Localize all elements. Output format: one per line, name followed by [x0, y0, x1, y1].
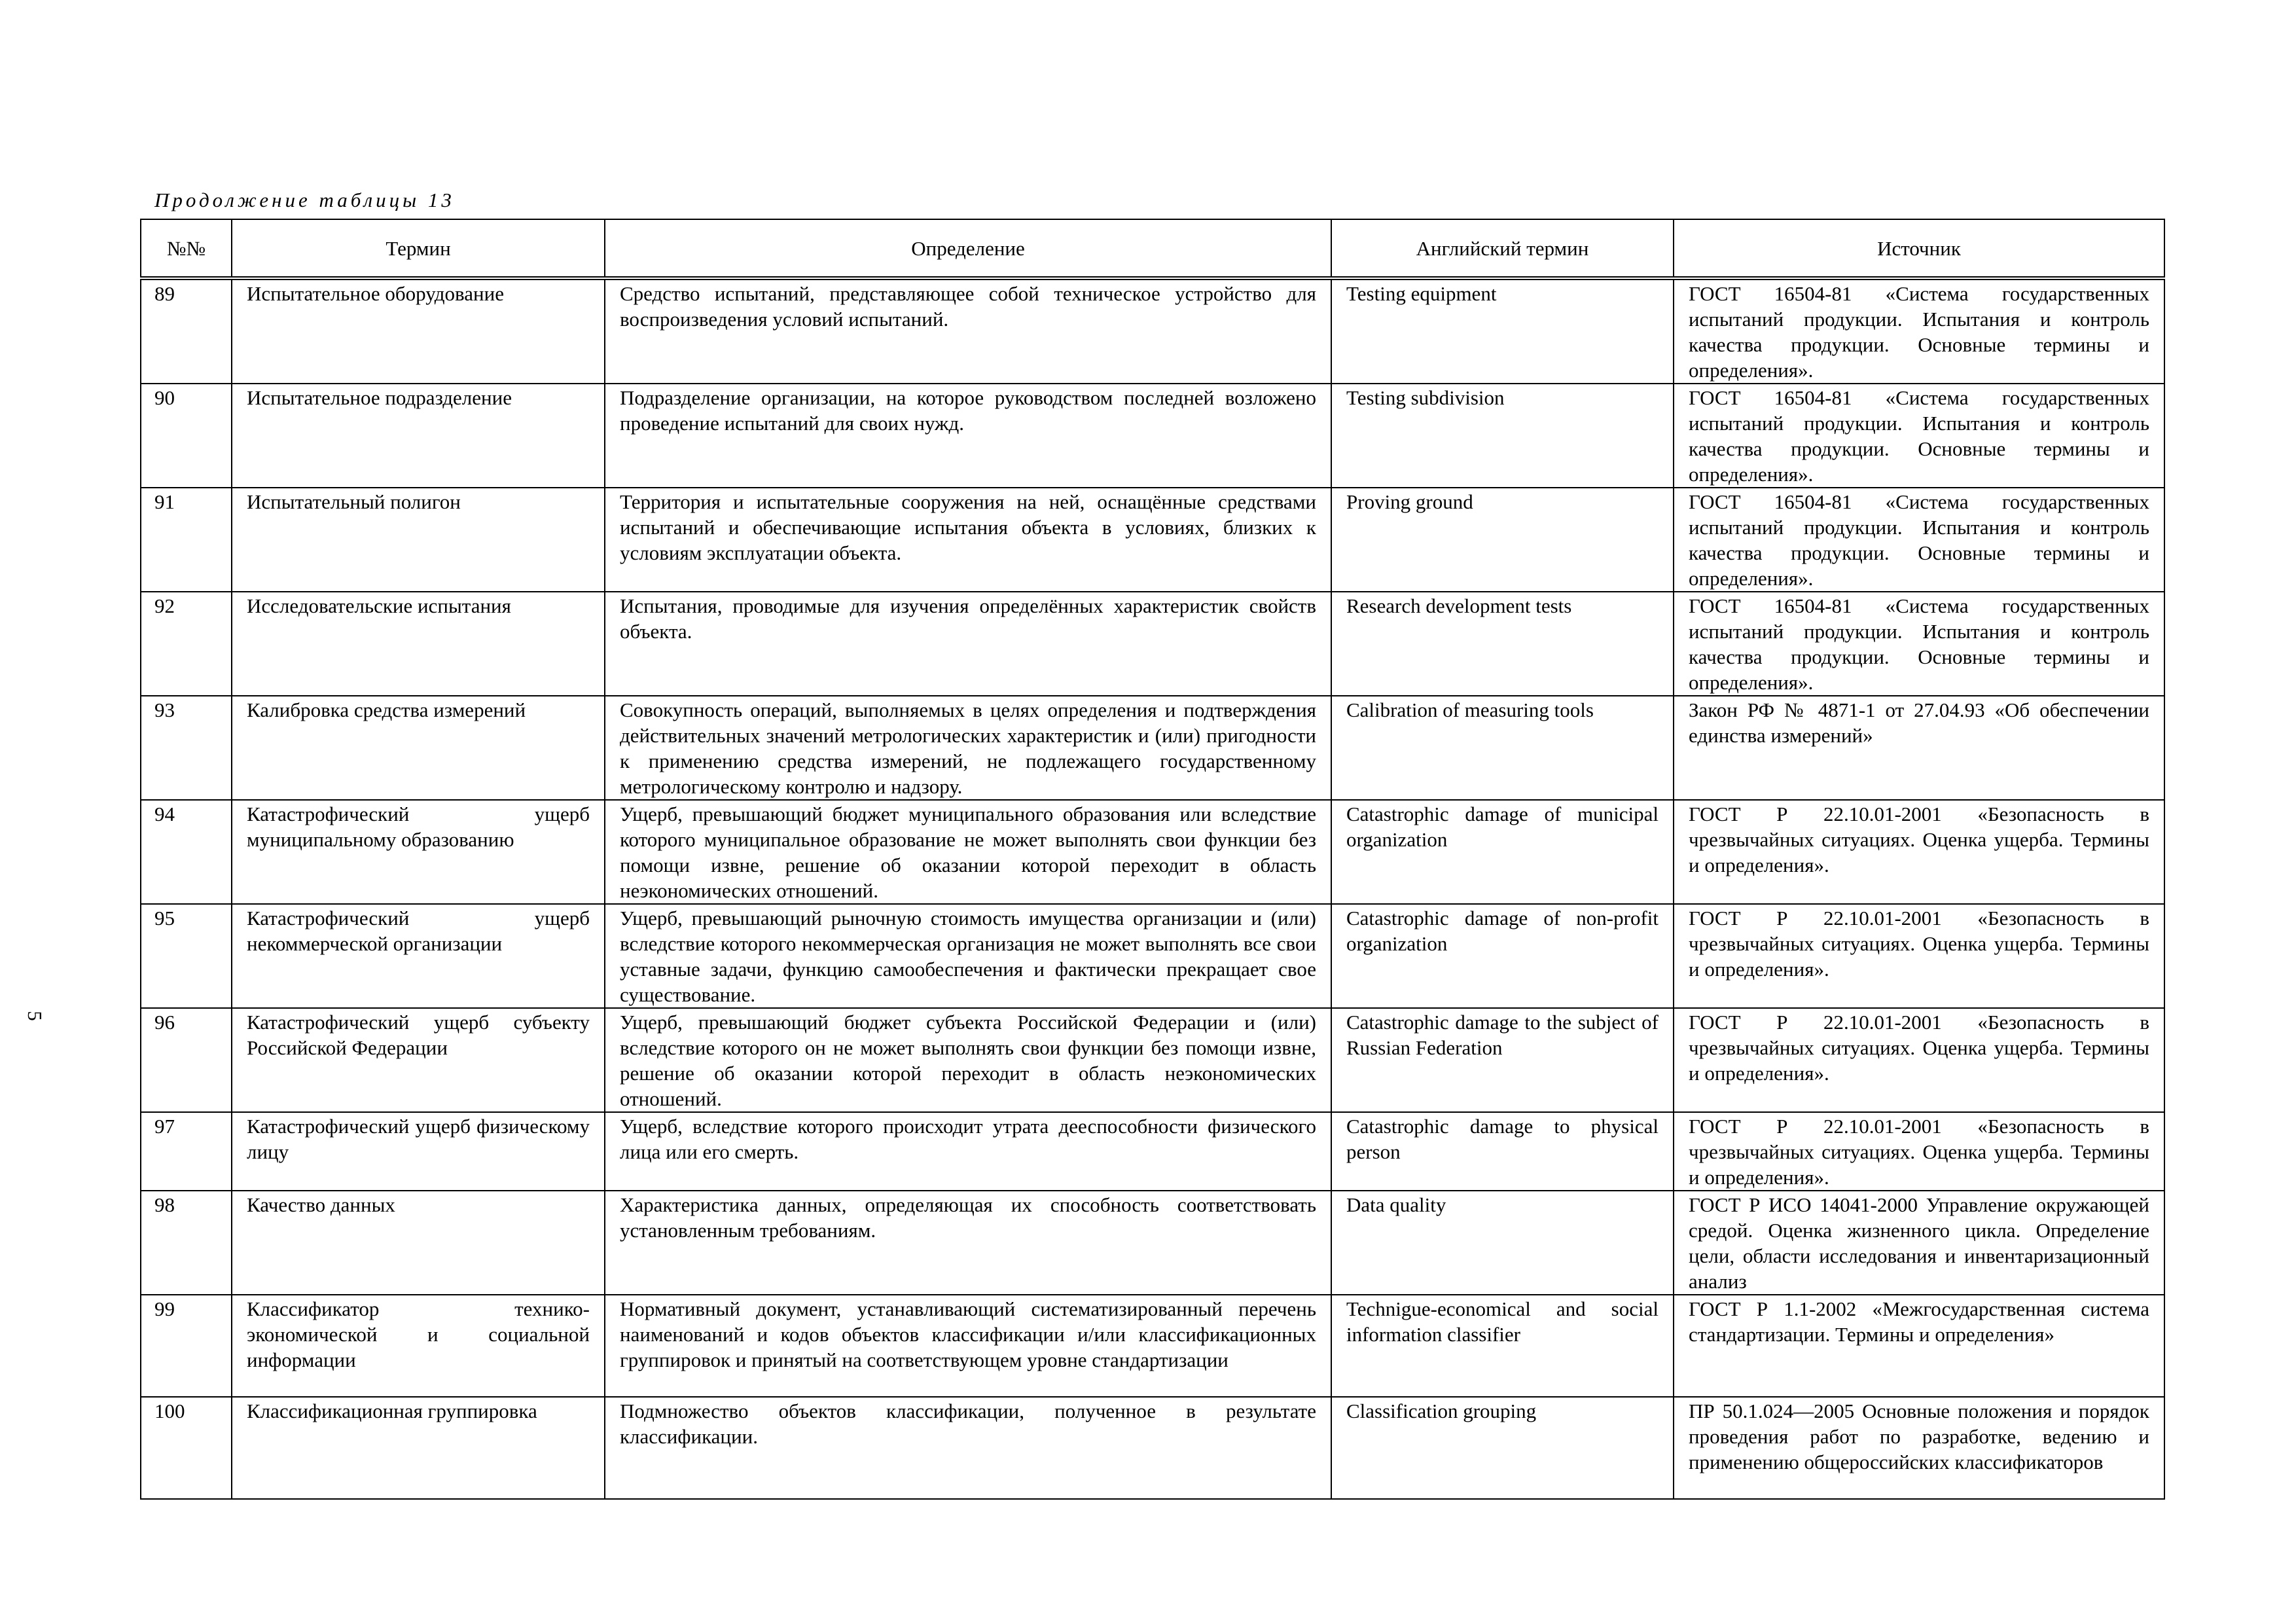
table-row	[141, 1397, 2164, 1499]
row-term: Катастрофический ущерб некоммерческой организации	[232, 904, 605, 1008]
row-term: Испытательный полигон	[232, 488, 605, 592]
row-source: ГОСТ 16504-81 «Система государственных испытаний продукции. Испытания и контроль качества продукции. Основные термины и определения».	[1674, 384, 2164, 488]
header-english-term: Английский термин	[1331, 219, 1674, 278]
row-definition: Средство испытаний, представляющее собой техническое устройство для воспроизведения условий испытаний.	[605, 278, 1331, 384]
row-source: ГОСТ 16504-81 «Система государственных испытаний продукции. Испытания и контроль качества продукции. Основные термины и определения».	[1674, 278, 2164, 384]
table-row	[141, 1008, 2164, 1112]
terms-table	[140, 219, 2165, 1500]
header-num: №№	[141, 219, 232, 278]
row-english-term: Catastrophic damage to physical person	[1331, 1112, 1674, 1191]
row-definition: Ущерб, превышающий бюджет субъекта Российской Федерации и (или) вследствие которого он не может выполнять свои функции без помощи извне, решение об оказании которой переходит в область неэкономических отношений.	[605, 1008, 1331, 1112]
row-num: 92	[141, 592, 232, 696]
row-english-term: Proving ground	[1331, 488, 1674, 592]
row-source: ПР 50.1.024—2005 Основные положения и порядок проведения работ по разработке, ведению и применению общероссийских классификаторов	[1674, 1397, 2164, 1499]
table-caption: Продолжение таблицы 13	[154, 189, 455, 211]
row-source: ГОСТ 16504-81 «Система государственных испытаний продукции. Испытания и контроль качества продукции. Основные термины и определения».	[1674, 592, 2164, 696]
row-source: ГОСТ Р 22.10.01-2001 «Безопасность в чрезвычайных ситуациях. Оценка ущерба. Термины и определения».	[1674, 904, 2164, 1008]
table-row	[141, 384, 2164, 488]
row-num: 96	[141, 1008, 232, 1112]
row-term: Классификатор технико-экономической и социальной информации	[232, 1295, 605, 1397]
row-definition: Подмножество объектов классификации, полученное в результате классификации.	[605, 1397, 1331, 1499]
row-english-term: Data quality	[1331, 1191, 1674, 1295]
row-term: Испытательное подразделение	[232, 384, 605, 488]
header-definition: Определение	[605, 219, 1331, 278]
row-english-term: Testing subdivision	[1331, 384, 1674, 488]
row-source: ГОСТ Р 1.1-2002 «Межгосударственная система стандартизации. Термины и определения»	[1674, 1295, 2164, 1397]
row-source: ГОСТ Р 22.10.01-2001 «Безопасность в чрезвычайных ситуациях. Оценка ущерба. Термины и определения».	[1674, 1008, 2164, 1112]
row-source: ГОСТ 16504-81 «Система государственных испытаний продукции. Испытания и контроль качества продукции. Основные термины и определения».	[1674, 488, 2164, 592]
row-definition: Нормативный документ, устанавливающий систематизированный перечень наименований и кодов объектов классификации и/или классификационных группировок и принятый на соответствующем уровне стандартизации	[605, 1295, 1331, 1397]
row-definition: Территория и испытательные сооружения на ней, оснащённые средствами испытаний и обеспечивающие испытания объекта в условиях, близких к условиям эксплуатации объекта.	[605, 488, 1331, 592]
row-source: ГОСТ Р 22.10.01-2001 «Безопасность в чрезвычайных ситуациях. Оценка ущерба. Термины и определения».	[1674, 800, 2164, 904]
row-term: Катастрофический ущерб физическому лицу	[232, 1112, 605, 1191]
row-definition: Испытания, проводимые для изучения определённых характеристик свойств объекта.	[605, 592, 1331, 696]
row-definition: Ущерб, превышающий бюджет муниципального образования или вследствие которого муниципальное образование не может выполнять свои функции без помощи извне, решение об оказании которой переходит в область неэкономических отношений.	[605, 800, 1331, 904]
row-term: Испытательное оборудование	[232, 278, 605, 384]
row-definition: Ущерб, вследствие которого происходит утрата дееспособности физического лица или его смерть.	[605, 1112, 1331, 1191]
header-source: Источник	[1674, 219, 2164, 278]
row-num: 91	[141, 488, 232, 592]
table-row	[141, 488, 2164, 592]
row-num: 99	[141, 1295, 232, 1397]
table-row	[141, 904, 2164, 1008]
row-source: ГОСТ Р 22.10.01-2001 «Безопасность в чрезвычайных ситуациях. Оценка ущерба. Термины и определения».	[1674, 1112, 2164, 1191]
row-term: Калибровка средства измерений	[232, 696, 605, 800]
row-num: 98	[141, 1191, 232, 1295]
row-num: 95	[141, 904, 232, 1008]
row-num: 100	[141, 1397, 232, 1499]
row-term: Катастрофический ущерб муниципальному образованию	[232, 800, 605, 904]
row-english-term: Testing equipment	[1331, 278, 1674, 384]
row-source: ГОСТ Р ИСО 14041-2000 Управление окружающей средой. Оценка жизненного цикла. Определение цели, области исследования и инвентаризационный анализ	[1674, 1191, 2164, 1295]
row-english-term: Research development tests	[1331, 592, 1674, 696]
row-english-term: Catastrophic damage to the subject of Russian Federation	[1331, 1008, 1674, 1112]
row-num: 97	[141, 1112, 232, 1191]
table-row	[141, 696, 2164, 800]
row-english-term: Catastrophic damage of municipal organization	[1331, 800, 1674, 904]
row-definition: Характеристика данных, определяющая их способность соответствовать установленным требованиям.	[605, 1191, 1331, 1295]
row-num: 93	[141, 696, 232, 800]
row-num: 94	[141, 800, 232, 904]
row-english-term: Technigue-economical and social information classifier	[1331, 1295, 1674, 1397]
row-source: Закон РФ № 4871-1 от 27.04.93 «Об обеспечении единства измерений»	[1674, 696, 2164, 800]
row-english-term: Calibration of measuring tools	[1331, 696, 1674, 800]
row-definition: Совокупность операций, выполняемых в целях определения и подтверждения действительных значений метрологических характеристик и (или) пригодности к применению средства измерений, не подлежащего государственному метрологическому контролю и надзору.	[605, 696, 1331, 800]
table-row	[141, 800, 2164, 904]
row-term: Классификационная группировка	[232, 1397, 605, 1499]
row-num: 90	[141, 384, 232, 488]
table-row	[141, 1112, 2164, 1191]
table-row	[141, 1295, 2164, 1397]
row-num: 89	[141, 278, 232, 384]
row-english-term: Catastrophic damage of non-profit organization	[1331, 904, 1674, 1008]
row-english-term: Classification grouping	[1331, 1397, 1674, 1499]
row-term: Катастрофический ущерб субъекту Российской Федерации	[232, 1008, 605, 1112]
row-definition: Ущерб, превышающий рыночную стоимость имущества организации и (или) вследствие которого некоммерческая организация не может выполнять все свои уставные задачи, функцию самообеспечения и фактически прекращает свое существование.	[605, 904, 1331, 1008]
row-term: Исследовательские испытания	[232, 592, 605, 696]
header-term: Термин	[232, 219, 605, 278]
table-header-row	[141, 219, 2164, 278]
row-definition: Подразделение организации, на которое руководством последней возложено проведение испытаний для своих нужд.	[605, 384, 1331, 488]
row-term: Качество данных	[232, 1191, 605, 1295]
table-row	[141, 278, 2164, 384]
table-row	[141, 1191, 2164, 1295]
page-number: 5	[24, 1011, 46, 1021]
table-row	[141, 592, 2164, 696]
